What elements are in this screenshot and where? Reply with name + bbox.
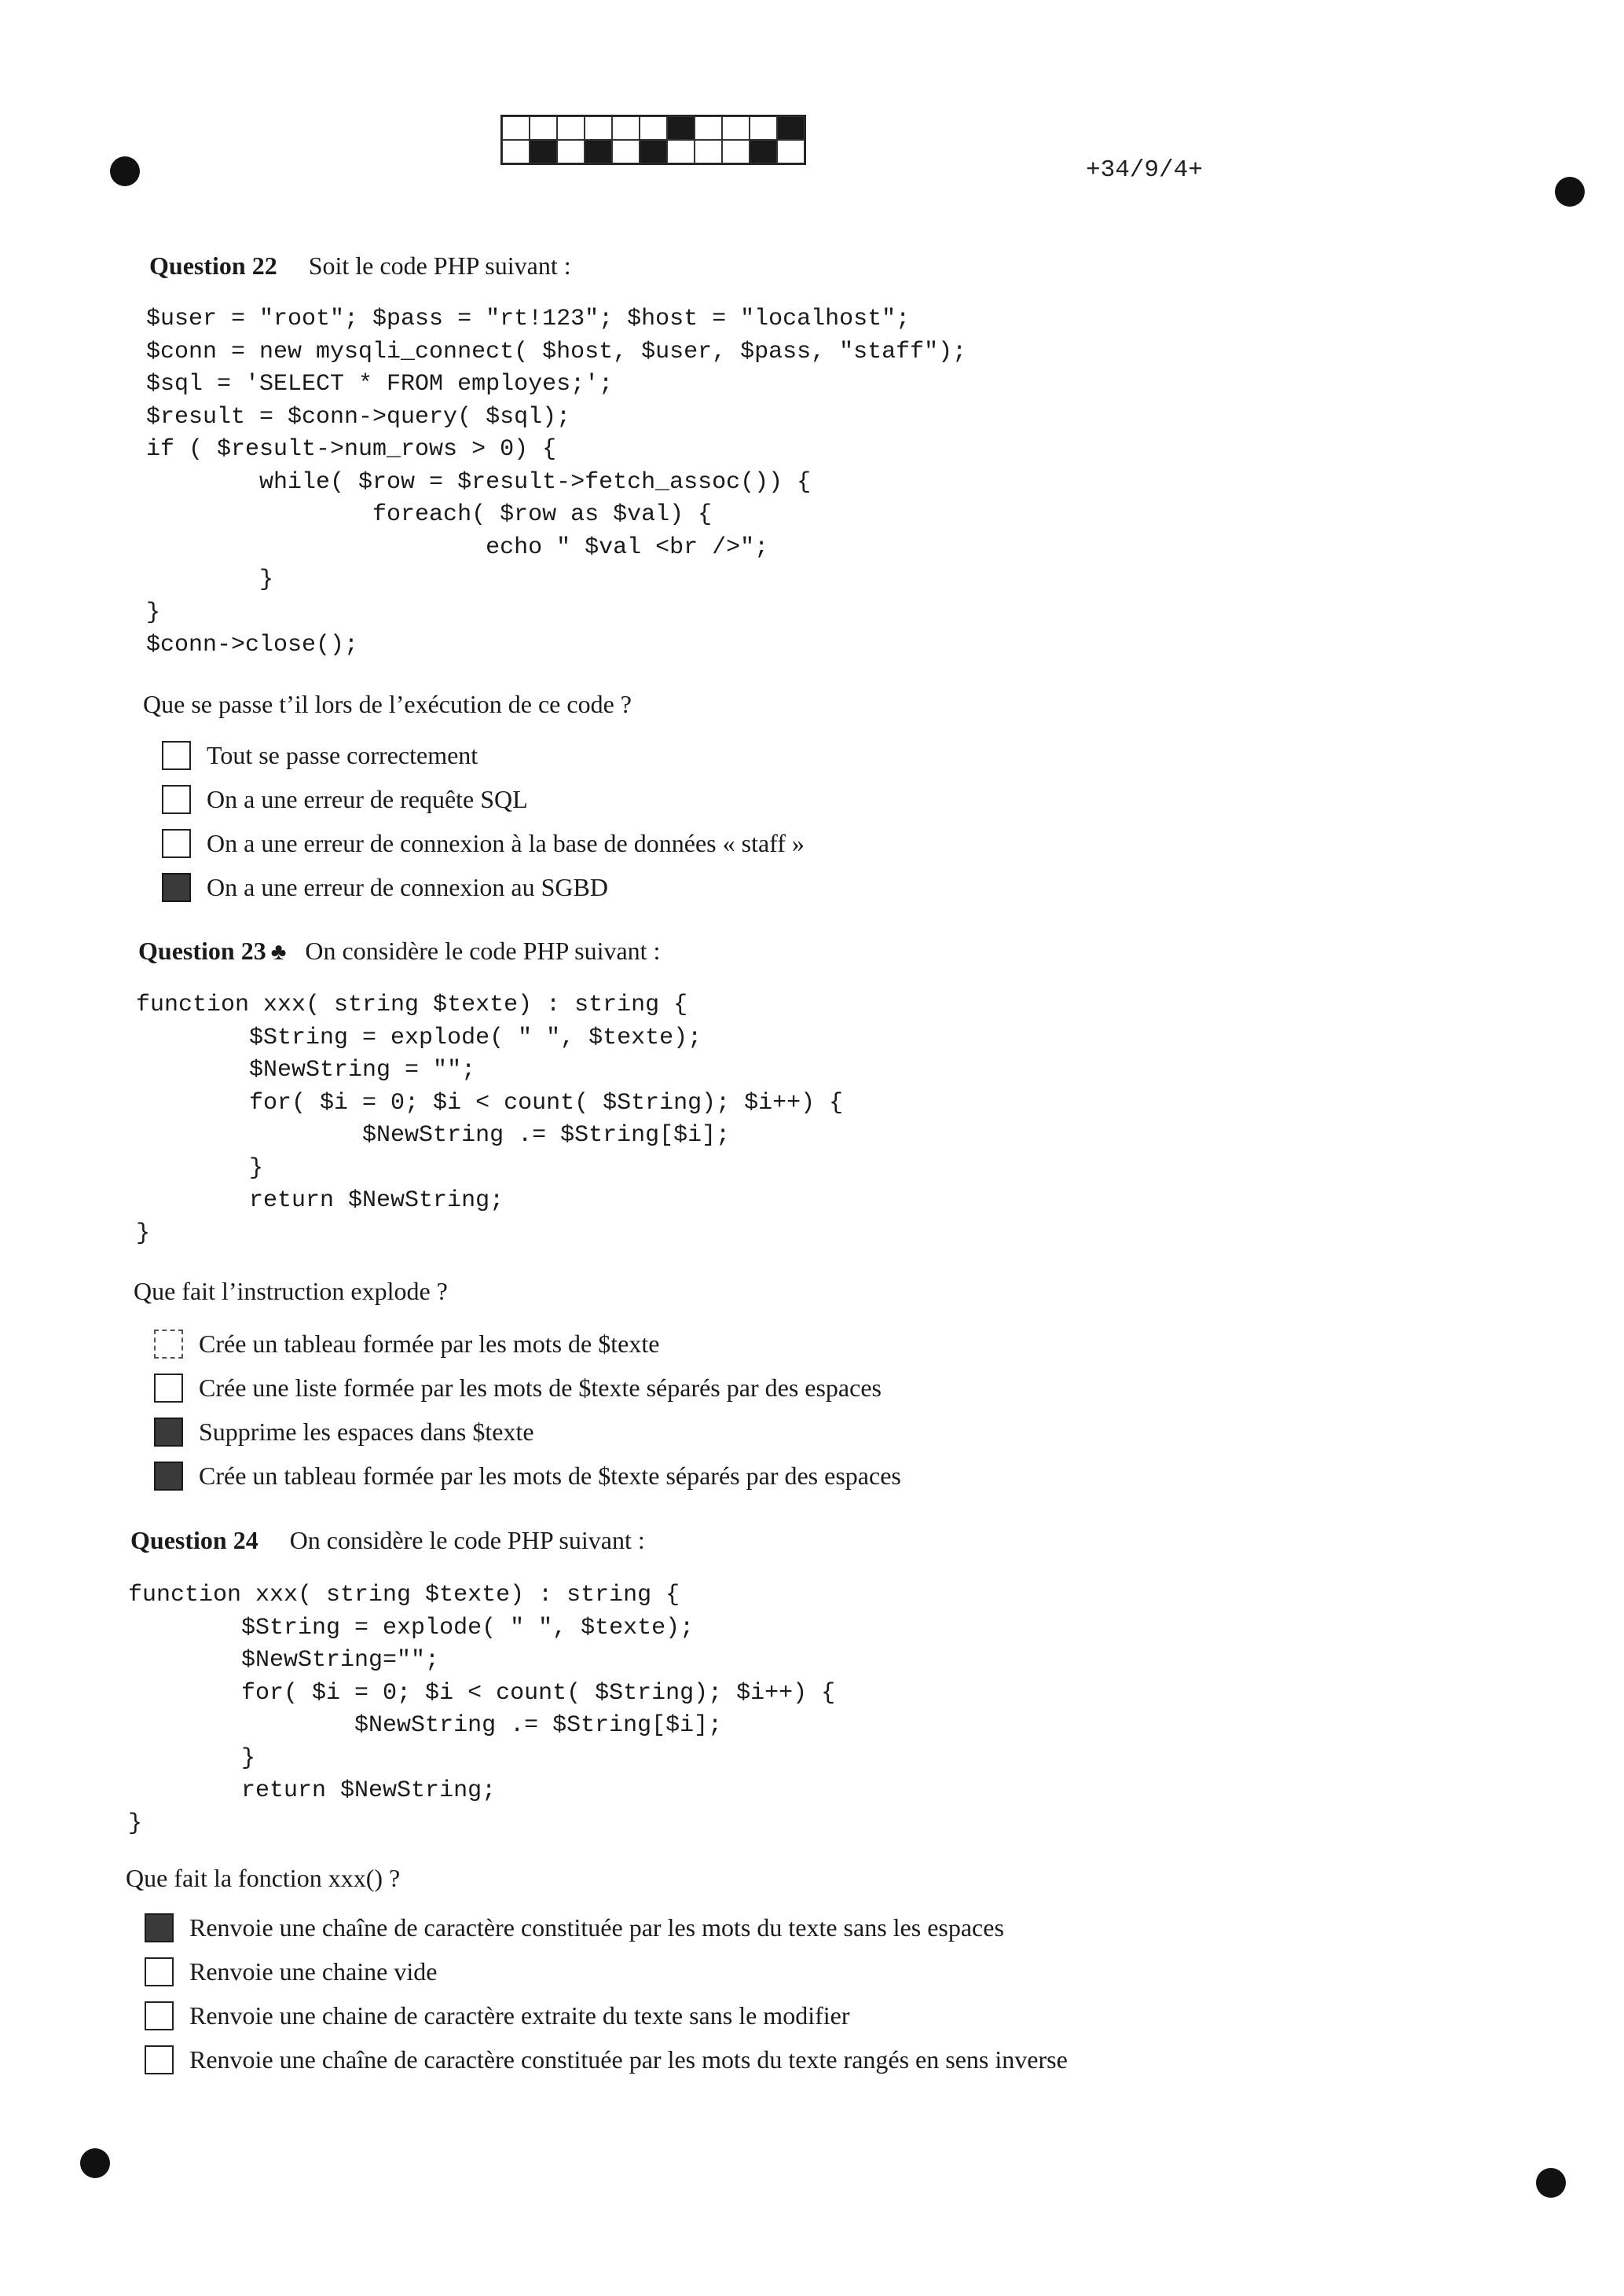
question-23-header (138, 935, 660, 966)
checkbox[interactable] (145, 2045, 174, 2074)
answer-choice[interactable] (145, 1905, 1068, 1949)
answer-choice-label: Renvoie une chaine vide (189, 1957, 438, 1986)
answer-choice[interactable] (162, 777, 805, 821)
answer-choice-label: Renvoie une chaîne de caractère constituée par les mots du texte sans les espaces (189, 1913, 1004, 1942)
barcode-cell (585, 116, 612, 140)
question-intro: On considère le code PHP suivant : (305, 937, 661, 965)
answer-choice[interactable] (162, 733, 805, 777)
barcode-cell (667, 140, 695, 163)
barcode-cell (777, 140, 805, 163)
barcode-cell (530, 140, 557, 163)
question-23-choices (154, 1322, 901, 1498)
answer-choice-label: On a une erreur de requête SQL (207, 784, 528, 813)
checked-checkbox[interactable] (145, 1913, 174, 1942)
barcode-cell (640, 116, 667, 140)
question-24-header (130, 1524, 645, 1556)
answer-choice[interactable] (154, 1322, 901, 1366)
answer-choice-label: Crée un tableau formée par les mots de $texte séparés par des espaces (199, 1461, 901, 1490)
answer-choice[interactable] (154, 1366, 901, 1410)
question-22-code: $user = "root"; $pass = "rt!123"; $host = "localhost"; $conn = new mysqli_connect( $host, $user, $pass, "staff"); $sql = 'SELECT * FROM employes;'; $result = $conn->query( $sql); if ( $result->num_rows > 0) { while( $row = $result->fetch_assoc()) { foreach( $row as $val) { echo " $val <br />"; } } $conn->close(); (146, 306, 967, 658)
answer-choice-label: Crée une liste formée par les mots de $texte séparés par des espaces (199, 1373, 882, 1402)
barcode-cell (722, 140, 750, 163)
barcode-cell (750, 140, 777, 163)
barcode-cell (695, 140, 722, 163)
page-id: +34/9/4+ (1086, 156, 1203, 184)
page-barcode-grid (500, 115, 806, 165)
question-24-choices (145, 1905, 1068, 2081)
answer-choice-label: On a une erreur de connexion à la base de données « staff » (207, 828, 805, 857)
checkbox[interactable] (145, 2001, 174, 2030)
club-symbol-icon: ♣ (270, 939, 287, 965)
answer-choice[interactable] (145, 1949, 1068, 1993)
question-24-code: function xxx( string $texte) : string { $String = explode( " ", $texte); $NewString=""; for( $i = 0; $i < count( $String); $i++) { $NewString .= $String[$i]; } return $NewString; } (128, 1582, 836, 1837)
barcode-cell (777, 116, 805, 140)
question-22-header (149, 250, 571, 281)
question-22-choices (162, 733, 805, 909)
barcode-cell (612, 140, 640, 163)
question-24-prompt: Que fait la fonction xxx() ? (126, 1864, 401, 1892)
answer-choice-label: Crée un tableau formée par les mots de $texte (199, 1329, 660, 1358)
checkbox[interactable] (145, 1957, 174, 1986)
barcode-cell (502, 140, 530, 163)
checkbox[interactable] (154, 1330, 183, 1359)
answer-choice-label: Tout se passe correctement (207, 740, 478, 769)
barcode-cell (557, 140, 585, 163)
answer-choice-label: Renvoie une chaîne de caractère constituée par les mots du texte rangés en sens inverse (189, 2045, 1068, 2074)
answer-choice[interactable] (154, 1410, 901, 1454)
answer-choice-label: Renvoie une chaine de caractère extraite du texte sans le modifier (189, 2001, 850, 2030)
question-title: Question 22 (149, 251, 277, 280)
barcode-cell (585, 140, 612, 163)
barcode-cell (612, 116, 640, 140)
barcode-cell (750, 116, 777, 140)
answer-choice[interactable] (145, 1993, 1068, 2037)
question-intro: On considère le code PHP suivant : (289, 1526, 645, 1554)
answer-choice-label: Supprime les espaces dans $texte (199, 1417, 534, 1446)
checkbox[interactable] (162, 829, 191, 858)
checked-checkbox[interactable] (154, 1418, 183, 1447)
barcode-cell (502, 116, 530, 140)
barcode-cell (695, 116, 722, 140)
registration-mark-top-left (110, 156, 140, 186)
registration-mark-bottom-left (80, 2148, 110, 2178)
answer-choice[interactable] (162, 821, 805, 865)
answer-choice[interactable] (145, 2037, 1068, 2081)
question-23-code: function xxx( string $texte) : string { $String = explode( " ", $texte); $NewString = ""; for( $i = 0; $i < count( $String); $i++) { $NewString .= $String[$i]; } return $NewString; } (136, 992, 844, 1247)
checked-checkbox[interactable] (154, 1462, 183, 1491)
question-22-prompt: Que se passe t’il lors de l’exécution de ce code ? (143, 690, 632, 718)
barcode-cell (640, 140, 667, 163)
question-intro: Soit le code PHP suivant : (308, 251, 571, 280)
question-title: Question 24 (130, 1526, 258, 1554)
answer-choice[interactable] (162, 865, 805, 909)
barcode-cell (667, 116, 695, 140)
question-title: Question 23 (138, 937, 266, 965)
checkbox[interactable] (162, 785, 191, 814)
checkbox[interactable] (154, 1374, 183, 1403)
registration-mark-bottom-right (1536, 2168, 1566, 2198)
checkbox[interactable] (162, 741, 191, 770)
barcode-cell (530, 116, 557, 140)
checked-checkbox[interactable] (162, 873, 191, 902)
answer-choice[interactable] (154, 1454, 901, 1498)
question-23-prompt: Que fait l’instruction explode ? (134, 1277, 448, 1305)
answer-choice-label: On a une erreur de connexion au SGBD (207, 872, 608, 901)
registration-mark-top-right (1555, 177, 1585, 207)
barcode-cell (557, 116, 585, 140)
barcode-cell (722, 116, 750, 140)
